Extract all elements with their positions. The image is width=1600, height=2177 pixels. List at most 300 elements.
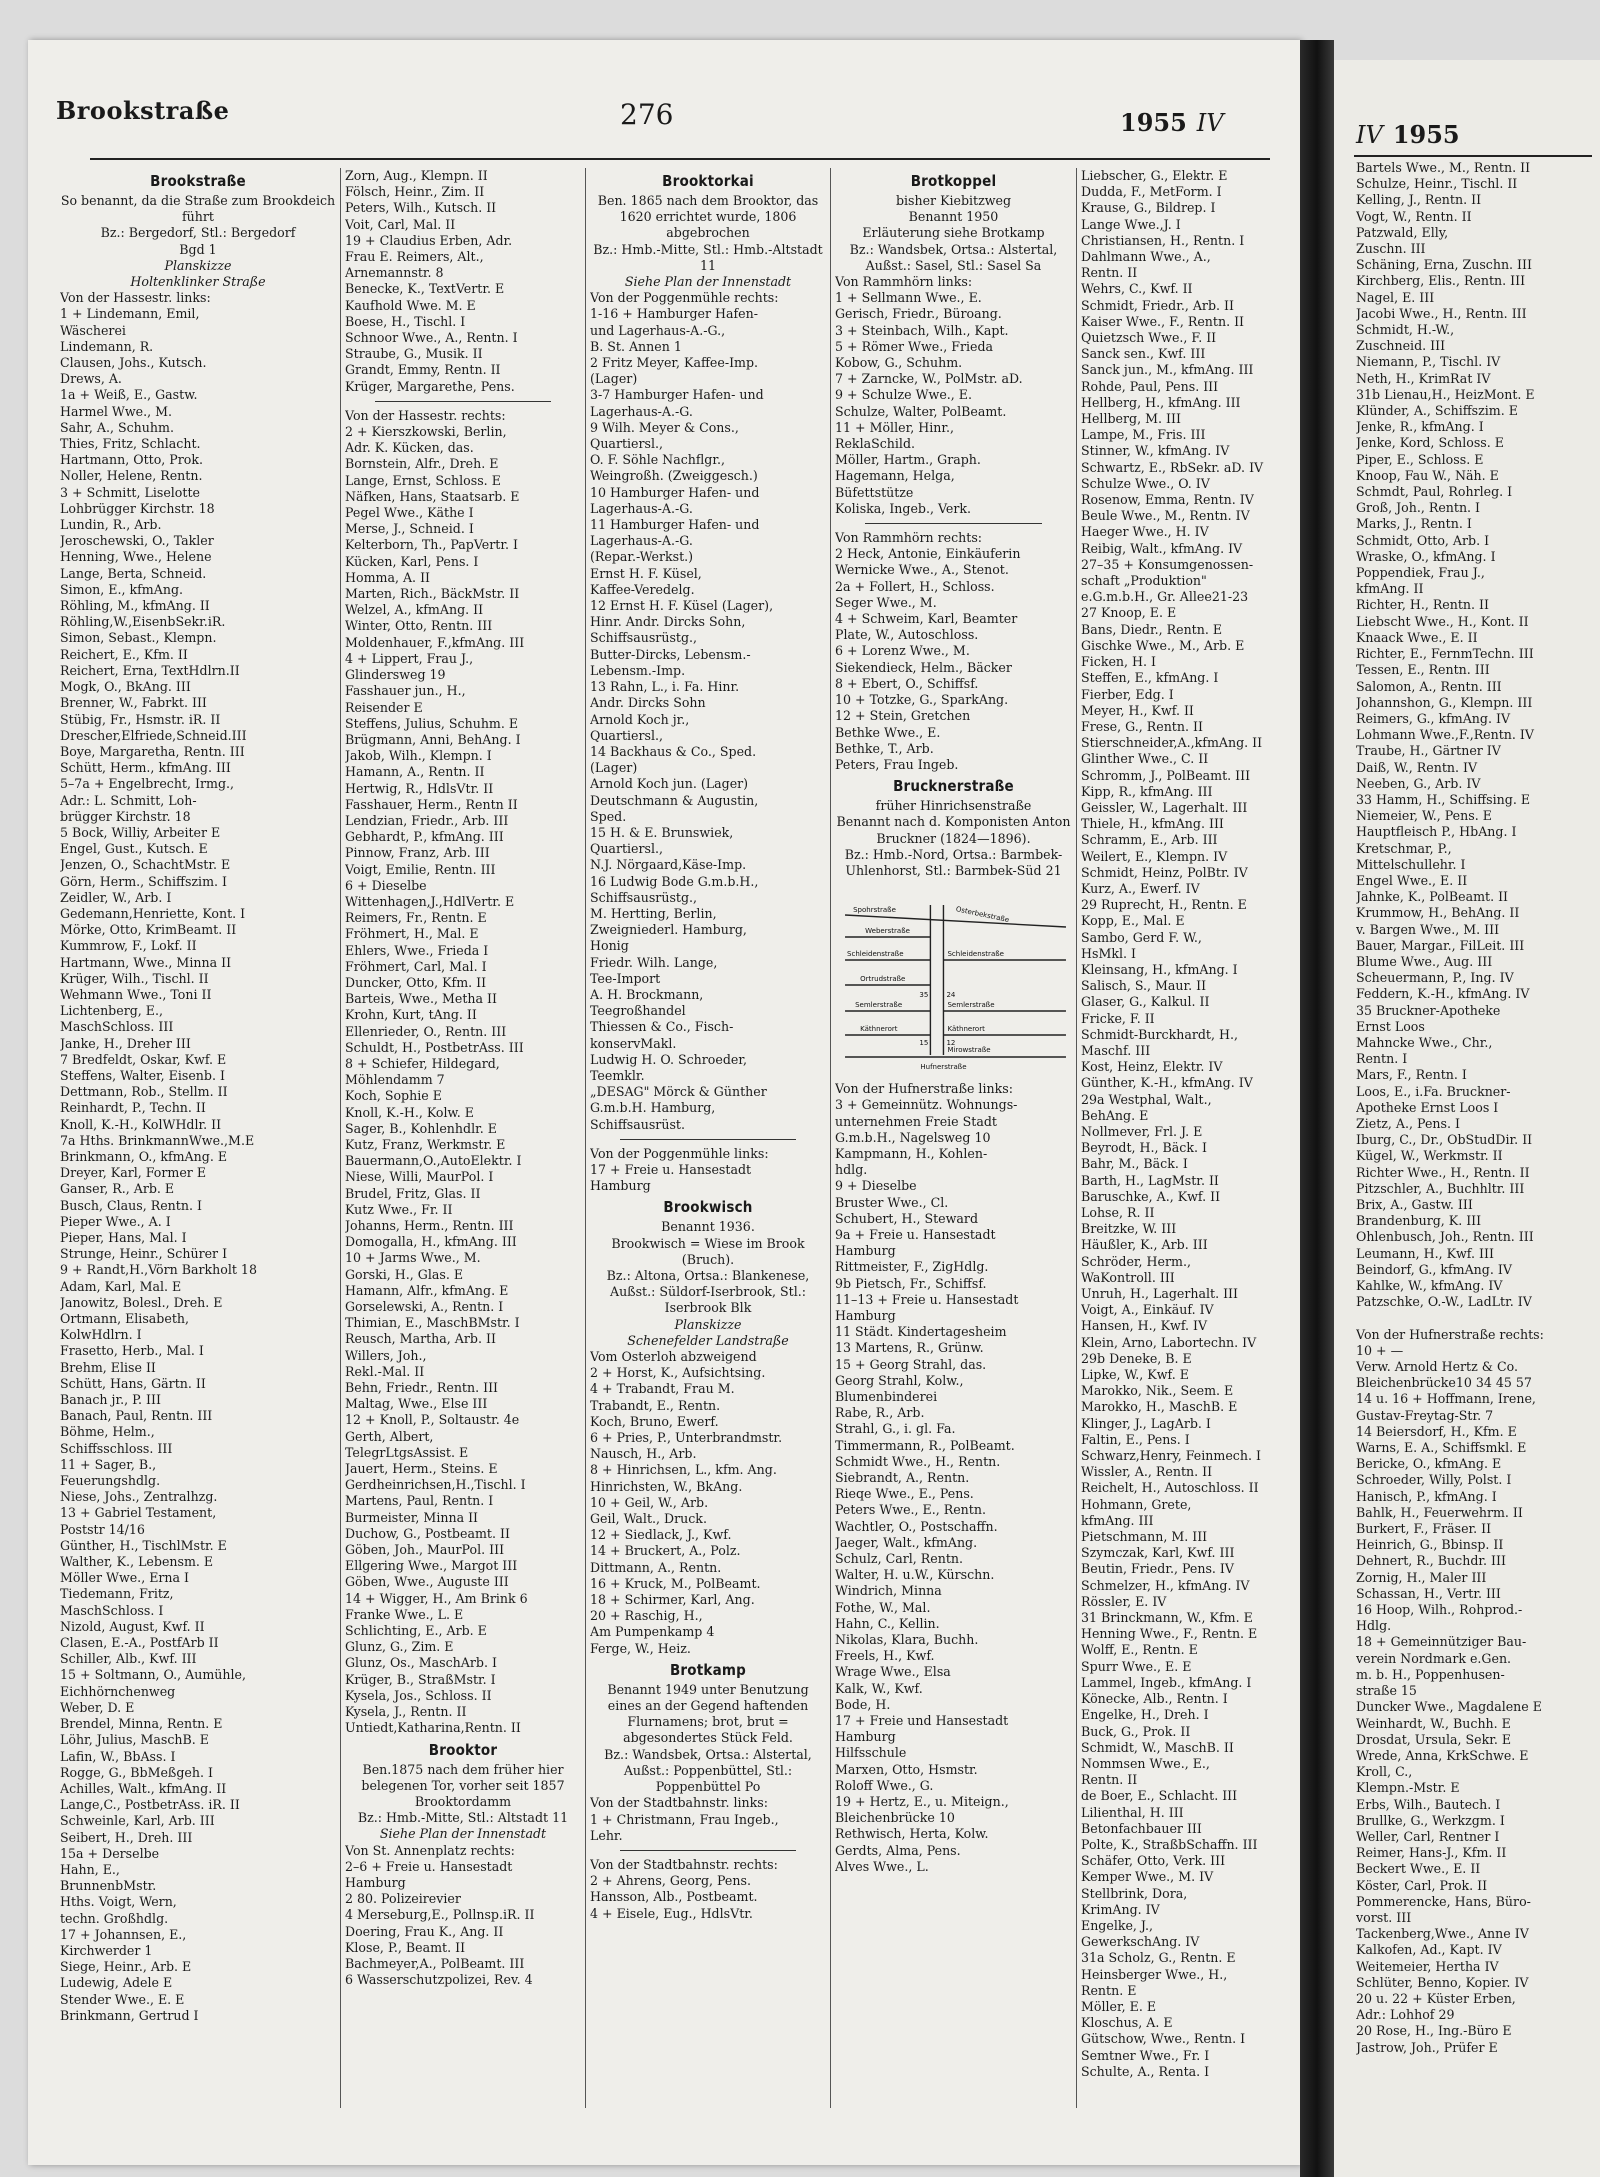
directory-entry: Georg Strahl, Kolw.,	[835, 1372, 964, 1388]
directory-entry: Schweinle, Karl, Arb. III	[60, 1813, 215, 1829]
directory-entry: Mogk, O., BkAng. III	[60, 679, 191, 695]
directory-entry: 14 u. 16 + Hoffmann, Irene,	[1356, 1391, 1536, 1407]
directory-entry: Knaack Wwe., E. II	[1356, 629, 1478, 645]
directory-entry: Lampe, M., Fris. III	[1081, 427, 1206, 443]
directory-entry: Schmidt, Heinz, PolBtr. IV	[1081, 864, 1248, 880]
directory-entry: Hinr. Andr. Dircks Sohn,	[590, 614, 746, 630]
directory-entry: Kurz, A., Ewerf. IV	[1081, 880, 1200, 896]
directory-entry: Engelke, J.,	[1081, 1917, 1154, 1933]
directory-entry: Kost, Heinz, Elektr. IV	[1081, 1059, 1223, 1075]
directory-entry: brügger Kirchstr. 18	[60, 808, 191, 824]
directory-entry: Reichert, E., Kfm. II	[60, 646, 188, 662]
directory-entry: 1 + Christmann, Frau Ingeb.,	[590, 1811, 779, 1827]
directory-entry: Quartiersl.,	[590, 727, 664, 743]
directory-entry: Lange, Ernst, Schloss. E	[345, 472, 501, 488]
directory-entry: Reimer, Hans-J., Kfm. II	[1356, 1845, 1507, 1861]
column-1	[60, 168, 336, 2108]
directory-entry: Betonfachbauer III	[1081, 1820, 1202, 1836]
directory-entry: Frau E. Reimers, Alt.,	[345, 249, 484, 265]
directory-entry: KrimAng. IV	[1081, 1901, 1160, 1917]
directory-entry: 3-7 Hamburger Hafen- und	[590, 387, 764, 403]
directory-entry: Mars, F., Rentn. I	[1356, 1067, 1467, 1083]
directory-entry: Jakob, Wilh., Klempn. I	[345, 748, 492, 764]
directory-entry: Voit, Carl, Mal. II	[345, 216, 456, 232]
directory-entry: Reimers, Fr., Rentn. E	[345, 910, 487, 926]
directory-entry: Schmidt, H.-W.,	[1356, 322, 1455, 338]
directory-entry: Quartiersl.,	[590, 436, 664, 452]
street-note: Holtenklinker Straße	[130, 274, 266, 290]
directory-entry: Windrich, Minna	[835, 1583, 942, 1599]
running-head: Brookstraße	[56, 96, 230, 125]
directory-entry: Klünder, A., Schiffszim. E	[1356, 403, 1518, 419]
directory-entry: 8 + Ebert, O., Schiffsf.	[835, 675, 979, 691]
directory-entry: 11–13 + Freie u. Hansestadt	[835, 1291, 1019, 1307]
directory-entry: Sambo, Gerd F. W.,	[1081, 929, 1202, 945]
directory-entry: Marxen, Otto, Hsmstr.	[835, 1761, 978, 1777]
directory-entry: Hertwig, R., HdlsVtr. II	[345, 780, 494, 796]
directory-entry: Krüger, Wilh., Tischl. II	[60, 970, 209, 986]
directory-entry: Stinner, W., kfmAng. IV	[1081, 443, 1230, 459]
directory-entry: 2 80. Polizeirevier	[345, 1891, 461, 1907]
directory-entry: kfmAng. II	[1356, 581, 1424, 597]
directory-entry: Schroeder, Willy, Polst. I	[1356, 1472, 1512, 1488]
directory-entry: Drosdat, Ursula, Sekr. E	[1356, 1731, 1512, 1747]
directory-entry: Schröder, Herm.,	[1081, 1253, 1191, 1269]
street-note: So benannt, da die Straße zum Brookdeich führt	[60, 193, 336, 225]
directory-entry: 9 + Schulze Wwe., E.	[835, 387, 972, 403]
directory-entry: Lafin, W., BbAss. I	[60, 1748, 176, 1764]
directory-entry: Geissler, W., Lagerhalt. III	[1081, 799, 1248, 815]
directory-entry: 10 Hamburger Hafen- und	[590, 484, 760, 500]
street-note: Planskizze	[164, 257, 232, 273]
directory-entry: Zorn, Aug., Klempn. II	[345, 168, 488, 183]
directory-entry: e.G.m.b.H., Gr. Allee21-23	[1081, 589, 1249, 605]
directory-entry: 19 + Hertz, E., u. Miteign.,	[835, 1794, 1009, 1810]
directory-entry: Weber, D. E	[60, 1699, 135, 1715]
directory-entry: Wraske, O., kfmAng. I	[1356, 548, 1496, 564]
directory-entry: Salisch, S., Maur. II	[1081, 978, 1207, 994]
directory-entry: Zuschn. III	[1356, 241, 1426, 257]
directory-entry: Stübig, Fr., Hsmstr. iR. II	[60, 711, 221, 727]
directory-entry: Hamann, A., Rentn. II	[345, 764, 485, 780]
directory-entry: Fasshauer, Herm., Rentn II	[345, 796, 518, 812]
directory-entry: Engel, Gust., Kutsch. E	[60, 841, 208, 857]
directory-entry: Richter, E., FernmTechn. III	[1356, 646, 1534, 662]
directory-entry: Löhr, Julius, MaschB. E	[60, 1732, 209, 1748]
directory-entry: Kirchwerder 1	[60, 1942, 153, 1958]
directory-entry: Koliska, Ingeb., Verk.	[835, 500, 972, 516]
directory-entry: 6 Wasserschutzpolizei, Rev. 4	[345, 1972, 533, 1988]
directory-entry: Bartels Wwe., M., Rentn. II	[1356, 160, 1531, 175]
street-note: Ben. 1865 nach dem Brooktor, das 1620 errichtet wurde, 1806 abgebrochen	[597, 193, 819, 241]
directory-entry: 7 + Zarncke, W., PolMstr. aD.	[835, 371, 1023, 387]
directory-entry: Clasen, E.-A., PostfArb II	[60, 1635, 219, 1651]
directory-entry: Simon, E., kfmAng.	[60, 581, 184, 597]
directory-entry: Kalk, W., Kwf.	[835, 1680, 923, 1696]
directory-entry: v. Bargen Wwe., M. III	[1356, 921, 1500, 937]
directory-entry: vorst. III	[1356, 1909, 1412, 1925]
street-note: Brookwisch = Wiese im Brook (Bruch).	[611, 1235, 805, 1267]
directory-entry: Pietschmann, M. III	[1081, 1529, 1208, 1545]
directory-entry: Duncker, Otto, Kfm. II	[345, 974, 487, 990]
directory-entry: Rentn. II	[1081, 265, 1138, 281]
directory-entry: Brinkmann, Gertrud I	[60, 2007, 199, 2023]
directory-entry: Stellbrink, Dora,	[1081, 1885, 1188, 1901]
directory-entry: Gebhardt, P., kfmAng. III	[345, 829, 504, 845]
directory-entry: Thiessen & Co., Fisch-	[590, 1019, 734, 1035]
directory-entry: Brehm, Elise II	[60, 1359, 156, 1375]
directory-entry: 4 + Lippert, Frau J.,	[345, 650, 474, 666]
directory-entry: Nagel, E. III	[1356, 289, 1435, 305]
directory-entry: Peters, Wilh., Kutsch. II	[345, 200, 497, 216]
street-note: Schenefelder Landstraße	[627, 1332, 789, 1348]
directory-entry: Knoll, K.-H., KolWHdlr. II	[60, 1116, 222, 1132]
directory-entry: Möller Wwe., Erna I	[60, 1570, 190, 1586]
directory-entry: 5 + Römer Wwe., Frieda	[835, 338, 994, 354]
directory-entry: Schmelzer, H., kfmAng. IV	[1081, 1577, 1250, 1593]
directory-entry: Schwartz, E., RbSekr. aD. IV	[1081, 459, 1264, 475]
directory-entry: Weingroßh. (Zweiggesch.)	[590, 468, 758, 484]
directory-entry: Brullke, G., Werkzgm. I	[1356, 1812, 1505, 1828]
directory-entry: Brix, A., Gastw. III	[1356, 1197, 1473, 1212]
directory-entry: Fierber, Edg. I	[1081, 686, 1174, 702]
directory-entry: Hths. Voigt, Wern,	[60, 1894, 177, 1910]
directory-entry: Ganser, R., Arb. E	[60, 1181, 175, 1197]
directory-entry: m. b. H., Poppenhusen-	[1356, 1666, 1505, 1682]
directory-entry: Trabandt, E., Rentn.	[590, 1397, 721, 1413]
directory-entry: Niemeier, W., Pens. E	[1356, 808, 1492, 824]
directory-entry: 12 Ernst H. F. Küsel (Lager),	[590, 598, 774, 614]
directory-entry: Klein, Arno, Labortechn. IV	[1081, 1334, 1257, 1350]
directory-entry: 15 H. & E. Brunswiek,	[590, 824, 734, 840]
directory-entry: Glinther Wwe., C. II	[1081, 751, 1209, 767]
directory-entry: Lohmann Wwe.,F.,Rentn. IV	[1356, 727, 1534, 743]
directory-entry: Göben, Wwe., Auguste III	[345, 1574, 509, 1590]
directory-entry: Banach, Paul, Rentn. III	[60, 1408, 213, 1424]
directory-entry: Homma, A. II	[345, 569, 431, 585]
directory-entry: Bornstein, Alfr., Dreh. E	[345, 456, 499, 472]
directory-entry: Hamburg	[835, 1243, 896, 1259]
directory-entry: Peters, Frau Ingeb.	[835, 756, 959, 772]
directory-entry: Mörke, Otto, KrimBeamt. II	[60, 922, 237, 938]
directory-entry: Jauert, Herm., Steins. E	[345, 1461, 498, 1477]
directory-entry: Ludwig H. O. Schroeder,	[590, 1051, 747, 1067]
directory-entry: Seibert, H., Dreh. III	[60, 1829, 193, 1845]
directory-entry: Koch, Sophie E	[345, 1088, 442, 1104]
directory-entry: Straube, G., Musik. II	[345, 346, 483, 362]
directory-entry: Johanns, Herm., Rentn. III	[345, 1218, 514, 1233]
directory-entry: Bode, H.	[835, 1696, 891, 1712]
directory-entry: Blumenbinderei	[835, 1388, 938, 1404]
svg-text:Schleidenstraße: Schleidenstraße	[847, 949, 904, 959]
directory-entry: Reichert, Erna, TextHdlrn.II	[60, 662, 240, 678]
directory-entry: 10 + Geil, W., Arb.	[590, 1494, 709, 1510]
directory-entry: 1 + Sellmann Wwe., E.	[835, 290, 982, 306]
directory-entry: Adam, Karl, Mal. E	[60, 1278, 182, 1294]
directory-entry: 6 + Dieselbe	[345, 877, 427, 893]
directory-entry: Knoll, K.-H., Kolw. E	[345, 1104, 474, 1120]
directory-entry: Wehrs, C., Kwf. II	[1081, 281, 1193, 297]
directory-entry: Krause, G., Bildrep. I	[1081, 200, 1216, 216]
directory-entry: Rohde, Paul, Pens. III	[1081, 378, 1219, 394]
directory-entry: 11 Städt. Kindertagesheim	[835, 1324, 1007, 1340]
directory-entry: Rethwisch, Herta, Kolw.	[835, 1826, 989, 1842]
directory-entry: Neeben, G., Arb. IV	[1356, 775, 1481, 791]
directory-entry: 10 + Jarms Wwe., M.	[345, 1250, 481, 1266]
directory-entry: 1 + Lindemann, Emil,	[60, 306, 200, 322]
directory-entry: schaft „Produktion"	[1081, 573, 1207, 589]
directory-entry: Schäning, Erna, Zuschn. III	[1356, 257, 1532, 273]
directory-entry: Köster, Carl, Prok. II	[1356, 1877, 1488, 1893]
directory-entry: Glaser, G., Kalkul. II	[1081, 994, 1210, 1010]
street-heading: Brooktorkai	[662, 172, 754, 190]
directory-entry: Timmermann, R., PolBeamt.	[835, 1437, 1015, 1453]
directory-entry: Domogalla, H., kfmAng. III	[345, 1234, 517, 1250]
directory-entry: Beindorf, G., kfmAng. IV	[1356, 1261, 1512, 1277]
directory-entry: Scheuermann, P., Ing. IV	[1356, 970, 1514, 986]
directory-entry: Henning Wwe., F., Rentn. E	[1081, 1626, 1258, 1642]
directory-entry: 16 + Kruck, M., PolBeamt.	[590, 1575, 761, 1591]
column-4	[835, 168, 1072, 2108]
directory-entry: Jaeger, Walt., kfmAng.	[835, 1534, 978, 1550]
directory-entry: Kahlke, W., kfmAng. IV	[1356, 1278, 1503, 1294]
street-note: früher Hinrichsenstraße	[875, 798, 1032, 814]
directory-entry: 14 Beiersdorf, H., Kfm. E	[1356, 1423, 1517, 1439]
directory-entry: Hilfsschule	[835, 1745, 907, 1761]
directory-entry: 13 + Gabriel Testament,	[60, 1505, 217, 1521]
directory-entry: Büfettstütze	[835, 484, 914, 500]
directory-entry: Schütt, Hans, Gärtn. II	[60, 1375, 206, 1391]
svg-text:Hufnerstraße: Hufnerstraße	[920, 1062, 967, 1072]
directory-entry: Reisender E	[345, 699, 423, 715]
directory-entry: Beckert Wwe., E. II	[1356, 1861, 1481, 1877]
directory-entry: Könecke, Alb., Rentn. I	[1081, 1691, 1228, 1707]
directory-entry: 16 Ludwig Bode G.m.b.H.,	[590, 873, 759, 889]
directory-entry: Jacobi Wwe., H., Rentn. III	[1356, 305, 1527, 321]
directory-entry: Dehnert, R., Buchdr. III	[1356, 1553, 1506, 1569]
directory-entry: Lagerhaus-A.-G.	[590, 403, 693, 419]
directory-entry: Gerth, Albert,	[345, 1428, 434, 1444]
directory-entry: Schiffsausrüst.	[590, 1116, 685, 1132]
directory-entry: Sped.	[590, 808, 627, 824]
directory-entry: B. St. Annen 1	[590, 338, 682, 354]
directory-entry: Henning, Wwe., Helene	[60, 549, 212, 565]
directory-entry: 17 + Freie und Hansestadt	[835, 1713, 1009, 1729]
street-note: Bgd 1	[179, 241, 217, 257]
directory-entry: Loos, E., i.Fa. Bruckner-	[1356, 1083, 1511, 1099]
directory-entry: Voigt, Emilie, Rentn. III	[345, 861, 496, 877]
directory-entry: Am Pumpenkamp 4	[590, 1624, 715, 1640]
directory-entry: Marks, J., Rentn. I	[1356, 516, 1472, 532]
directory-entry: Von der Stadtbahnstr. links:	[590, 1795, 768, 1811]
directory-entry: Lange, Berta, Schneid.	[60, 565, 207, 581]
directory-entry: 1-16 + Hamburger Hafen-	[590, 306, 758, 322]
directory-entry: Weinhardt, W., Buchh. E	[1356, 1715, 1511, 1731]
directory-entry: Schäfer, Otto, Verk. III	[1081, 1853, 1226, 1869]
directory-entry: 29b Deneke, B. E	[1081, 1350, 1192, 1366]
directory-entry: Möller, Hartm., Graph.	[835, 452, 981, 468]
directory-entry: Beutin, Friedr., Pens. IV	[1081, 1561, 1234, 1577]
directory-entry: Gustav-Freytag-Str. 7	[1356, 1407, 1494, 1423]
page-number: 276	[620, 98, 674, 131]
directory-entry: 12 + Knoll, P., Soltaustr. 4e	[345, 1412, 520, 1428]
directory-entry: Ellenrieder, O., Rentn. III	[345, 1023, 507, 1039]
directory-entry: Näfken, Hans, Staatsarb. E	[345, 488, 520, 504]
directory-entry: 2a + Follert, H., Schloss.	[835, 578, 995, 594]
directory-entry: Janowitz, Bolesl., Dreh. E	[60, 1294, 223, 1310]
directory-entry: Hohmann, Grete,	[1081, 1496, 1192, 1512]
directory-entry: Fricke, F. II	[1081, 1010, 1155, 1026]
directory-entry: M. Hertting, Berlin,	[590, 905, 717, 921]
street-heading: Brookwisch	[663, 1198, 753, 1217]
directory-entry: Winter, Otto, Rentn. III	[345, 618, 493, 634]
directory-entry: Boese, H., Tischl. I	[345, 313, 466, 329]
directory-entry: TelegrLtgsAssist. E	[345, 1444, 469, 1460]
directory-entry: Röhling, M., kfmAng. II	[60, 598, 210, 614]
directory-entry: Hansen, H., Kwf. IV	[1081, 1318, 1208, 1334]
directory-entry: Klempn.-Mstr. E	[1356, 1780, 1460, 1796]
street-plan-sketch	[835, 885, 1072, 1075]
directory-entry: Hagemann, Helga,	[835, 468, 955, 484]
directory-entry: Schulte, A., Renta. I	[1081, 2063, 1210, 2079]
directory-entry: 27–35 + Konsumgenossen-	[1081, 556, 1254, 572]
directory-entry: Hdlg.	[1356, 1618, 1392, 1634]
directory-entry: Quartiersl.,	[590, 841, 664, 857]
directory-entry: Tessen, E., Rentn. III	[1356, 662, 1490, 678]
directory-entry: Kipp, R., kfmAng. III	[1081, 783, 1213, 799]
directory-entry: Vom Osterloh abzweigend	[590, 1349, 757, 1365]
directory-entry: Klose, P., Beamt. II	[345, 1939, 466, 1955]
directory-entry: Kretschmar, P.,	[1356, 840, 1452, 856]
directory-entry: Marokko, H., MaschB. E	[1081, 1399, 1238, 1415]
directory-entry: 11 + Möller, Hinr.,	[835, 419, 954, 435]
directory-entry: Hauptfleisch P., HbAng. I	[1356, 824, 1517, 840]
directory-entry: BehAng. E	[1081, 1107, 1149, 1123]
directory-entry: Grandt, Emmy, Rentn. II	[345, 362, 501, 378]
directory-entry: Bauer, Margar., FilLeit. III	[1356, 937, 1525, 953]
directory-entry: Schiffsausrüstg.,	[590, 889, 698, 905]
directory-entry: Fothe, W., Mal.	[835, 1599, 931, 1615]
directory-entry: Wrage Wwe., Elsa	[835, 1664, 951, 1680]
directory-entry: 14 + Wigger, H., Am Brink 6	[345, 1590, 528, 1606]
directory-entry: Welzel, A., kfmAng. II	[345, 602, 484, 618]
directory-entry: 1a + Weiß, E., Gastw.	[60, 387, 198, 403]
directory-entry: Kampmann, H., Kohlen-	[835, 1145, 988, 1161]
directory-entry: Fölsch, Heinr., Zim. II	[345, 184, 485, 200]
directory-entry: Poppendiek, Frau J.,	[1356, 565, 1485, 581]
directory-entry: Gerisch, Friedr., Büroang.	[835, 306, 1002, 322]
directory-entry: 4 + Trabandt, Frau M.	[590, 1381, 735, 1397]
directory-entry: Richter, H., Rentn. II	[1356, 597, 1489, 613]
directory-entry: 17 + Johannsen, E.,	[60, 1926, 187, 1942]
directory-entry: Jenke, Kord, Schloss. E	[1356, 435, 1504, 451]
section-divider	[620, 1139, 796, 1140]
directory-entry: Szymczak, Karl, Kwf. III	[1081, 1545, 1235, 1561]
directory-entry: Pinnow, Franz, Arb. III	[345, 845, 490, 861]
directory-entry: Faltin, E., Pens. I	[1081, 1431, 1190, 1447]
directory-entry: Pieper Wwe., A. I	[60, 1213, 171, 1229]
directory-entry: Schwarz,Henry, Feinmech. I	[1081, 1448, 1261, 1464]
directory-entry: Von St. Annenplatz rechts:	[345, 1842, 515, 1858]
directory-entry: Schnoor Wwe., A., Rentn. I	[345, 330, 518, 346]
directory-entry: Rentn. I	[1356, 1051, 1408, 1067]
directory-entry: Honig	[590, 938, 629, 954]
directory-entry: (Lager)	[590, 371, 638, 387]
directory-entry: Wrede, Anna, KrkSchwe. E	[1356, 1747, 1529, 1763]
column-right-page	[1356, 160, 1592, 2160]
directory-entry: Teegroßhandel	[590, 1003, 686, 1019]
directory-entry: Lebensm.-Imp.	[590, 662, 686, 678]
directory-entry: Weilert, E., Klempn. IV	[1081, 848, 1228, 864]
column-2	[345, 168, 581, 2108]
directory-entry: Schromm, J., PolBeamt. III	[1081, 767, 1251, 783]
directory-entry: Wäscherei	[60, 322, 126, 338]
directory-entry: Knoop, Fau W., Näh. E	[1356, 467, 1499, 483]
directory-entry: Gerdheinrichsen,H.,Tischl. I	[345, 1477, 526, 1493]
directory-entry: Ernst H. F. Küsel,	[590, 565, 702, 581]
directory-entry: Kobow, G., Schuhm.	[835, 355, 963, 371]
directory-entry: Bleichenbrücke 10	[835, 1810, 955, 1826]
directory-entry: Glunz, G., Zim. E	[345, 1639, 454, 1655]
svg-text:Ortrudstraße: Ortrudstraße	[860, 974, 906, 984]
directory-entry: Quietzsch Wwe., F. II	[1081, 330, 1217, 346]
directory-entry: 2 + Kierszkowski, Berlin,	[345, 424, 507, 440]
svg-text:Weberstraße: Weberstraße	[865, 926, 910, 936]
directory-entry: 13 Rahn, L., i. Fa. Hinr.	[590, 679, 740, 695]
directory-entry: Untiedt,Katharina,Rentn. II	[345, 1720, 521, 1736]
directory-entry: Ohlenbusch, Joh., Rentn. III	[1356, 1229, 1534, 1245]
right-page-header	[1356, 120, 1460, 149]
directory-entry: Gorski, H., Glas. E	[345, 1266, 464, 1282]
directory-entry: Buck, G., Prok. II	[1081, 1723, 1191, 1739]
directory-entry: Kaufhold Wwe. M. E	[345, 297, 476, 313]
directory-entry: Rogge, G., BbMeßgeh. I	[60, 1764, 213, 1780]
directory-entry: Möhlendamm 7	[345, 1072, 445, 1088]
directory-entry: Gischke Wwe., M., Arb. E	[1081, 637, 1245, 653]
directory-entry: Stender Wwe., E. E	[60, 1991, 185, 2007]
directory-entry: Sanck sen., Kwf. III	[1081, 346, 1206, 362]
directory-entry: Martens, Paul, Rentn. I	[345, 1493, 494, 1509]
directory-entry: Fröhmert, Carl, Mal. I	[345, 958, 487, 974]
street-heading: Brookstraße	[150, 172, 246, 190]
directory-entry: Kysela, Jos., Schloss. II	[345, 1687, 492, 1703]
directory-entry: Traube, H., Gärtner IV	[1356, 743, 1501, 759]
directory-entry: Brudel, Fritz, Glas. II	[345, 1185, 481, 1201]
directory-entry: Kysela, J., Rentn. II	[345, 1704, 467, 1720]
directory-entry: Zietz, A., Pens. I	[1356, 1115, 1460, 1131]
street-heading: Brotkamp	[669, 1660, 747, 1679]
directory-entry: Von der Stadtbahnstr. rechts:	[590, 1856, 778, 1872]
directory-entry: 2 + Ahrens, Georg, Pens.	[590, 1873, 751, 1889]
directory-entry: 9 + Randt,H.,Vörn Barkholt 18	[60, 1262, 257, 1278]
directory-entry: Franke Wwe., L. E	[345, 1606, 464, 1622]
directory-entry: Rabe, R., Arb.	[835, 1405, 925, 1421]
directory-entry: GewerkschAng. IV	[1081, 1934, 1200, 1950]
street-note: Benannt 1949 unter Benutzung eines an der Gegend haftenden Flurnamens; brot, brut = abgesondertes Stück Feld.	[607, 1681, 809, 1746]
directory-entry: Doering, Frau K., Ang. II	[345, 1923, 504, 1939]
directory-entry: 12 + Siedlack, J., Kwf.	[590, 1527, 732, 1543]
directory-entry: Jeroschewski, O., Takler	[60, 533, 214, 549]
directory-entry: Steffen, E., kfmAng. I	[1081, 670, 1219, 686]
directory-entry: Arnemannstr. 8	[345, 265, 444, 281]
directory-entry: Burmeister, Minna II	[345, 1509, 479, 1525]
directory-entry: 9 Wilh. Meyer & Cons.,	[590, 419, 739, 435]
street-heading: Brooktor	[428, 1740, 498, 1759]
directory-entry: Hansson, Alb., Postbeamt.	[590, 1889, 758, 1905]
directory-entry: Bahlk, H., Feuerwehrm. II	[1356, 1504, 1523, 1520]
directory-entry: Wachtler, O., Postschaffn.	[835, 1518, 998, 1534]
directory-entry: Schubert, H., Steward	[835, 1210, 979, 1226]
